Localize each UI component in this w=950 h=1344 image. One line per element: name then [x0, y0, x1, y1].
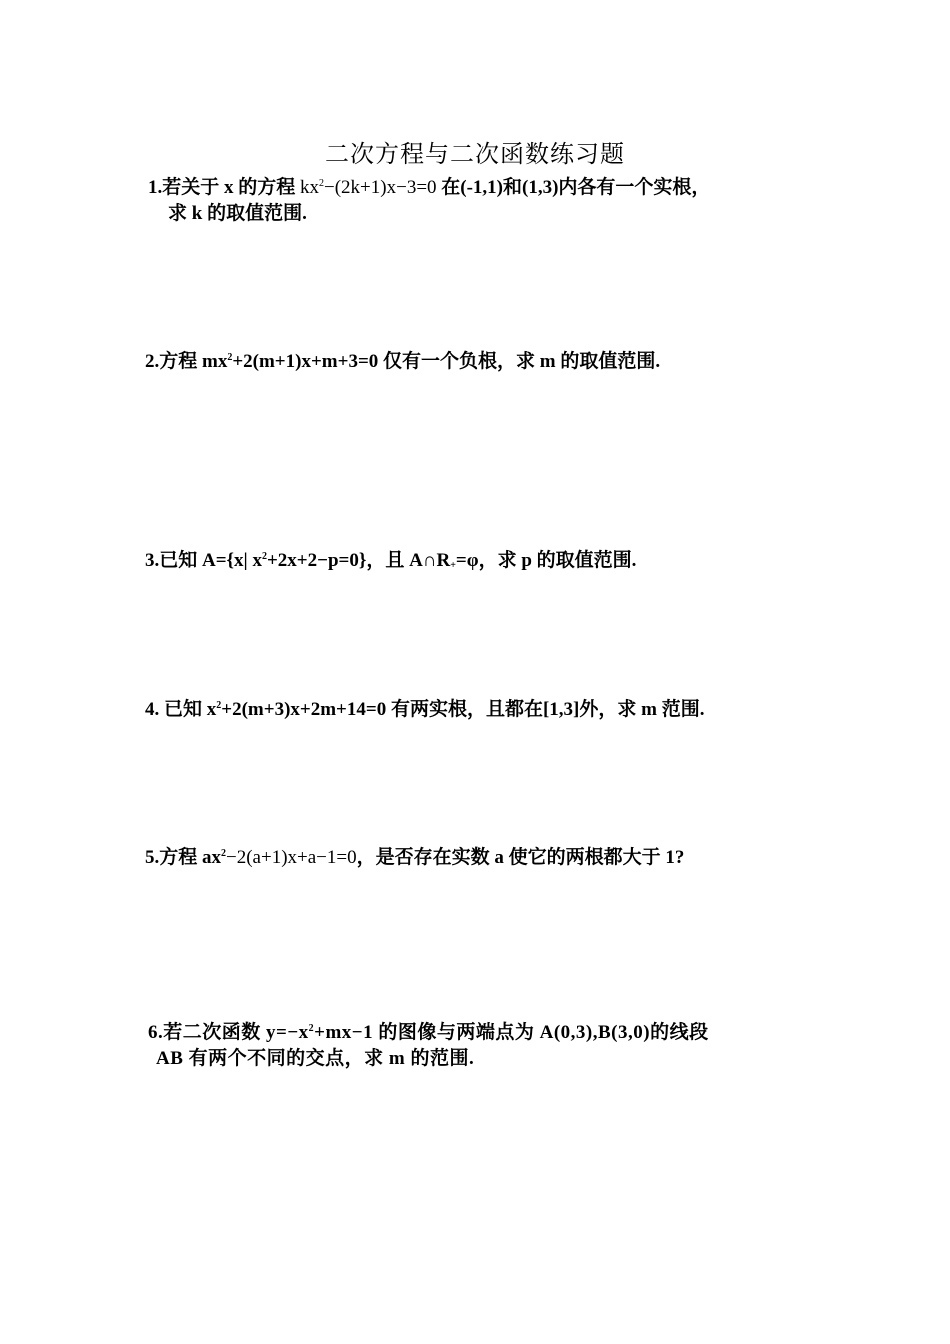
question-5: 5.方程 $ax^2-2(a+1)x+a-1=0$，是否存在实数 a 使它的两根都大于 1?: [145, 847, 685, 868]
exponent: 2: [227, 352, 233, 363]
question-5-equation: −2(a+1)x+a−1=0: [226, 847, 357, 868]
question-6-line2: AB 有两个不同的交点，求 m 的范围.: [156, 1048, 475, 1069]
question-1-line2: 求 k 的取值范围.: [168, 203, 307, 224]
exponent: 2: [308, 1023, 315, 1034]
question-1: [148, 175, 710, 227]
question-3: 3.已知 A={x| $x^2+2x+2-p=0$}，且 $A\cap R_+=\varphi$，求 p 的取值范围.: [145, 550, 637, 571]
question-6: 6.若二次函数 $y=-x^2+mx-1$ 的图像与两端点为 A(0,3),B(3,0)的线段 AB 有两个不同的交点，求 m 的范围.: [148, 1020, 709, 1072]
exponent: 2: [319, 178, 325, 189]
question-2: 2.方程 $mx^2+2(m+1)x+m+3=0$ 仅有一个负根，求 m 的取值范围.: [145, 351, 661, 372]
exponent: 2: [221, 848, 227, 859]
subscript: +: [450, 560, 456, 571]
exponent: 2: [216, 700, 222, 711]
exponent: 2: [261, 551, 267, 562]
question-4: 4. 已知 $x^2+2(m+3)x+2m+14=0$ 有两实根，且都在[1,3]外，求 m 范围.: [145, 699, 705, 720]
page-title: 二次方程与二次函数练习题: [325, 142, 625, 168]
question-1-equation: $kx^2-(2k+1)x-3=0$: [300, 177, 437, 198]
question-1-text: 1.若关于 x 的方程: [148, 177, 301, 198]
question-1-text-cont: 在(-1,1)和(1,3)内各有一个实根，: [436, 177, 711, 198]
